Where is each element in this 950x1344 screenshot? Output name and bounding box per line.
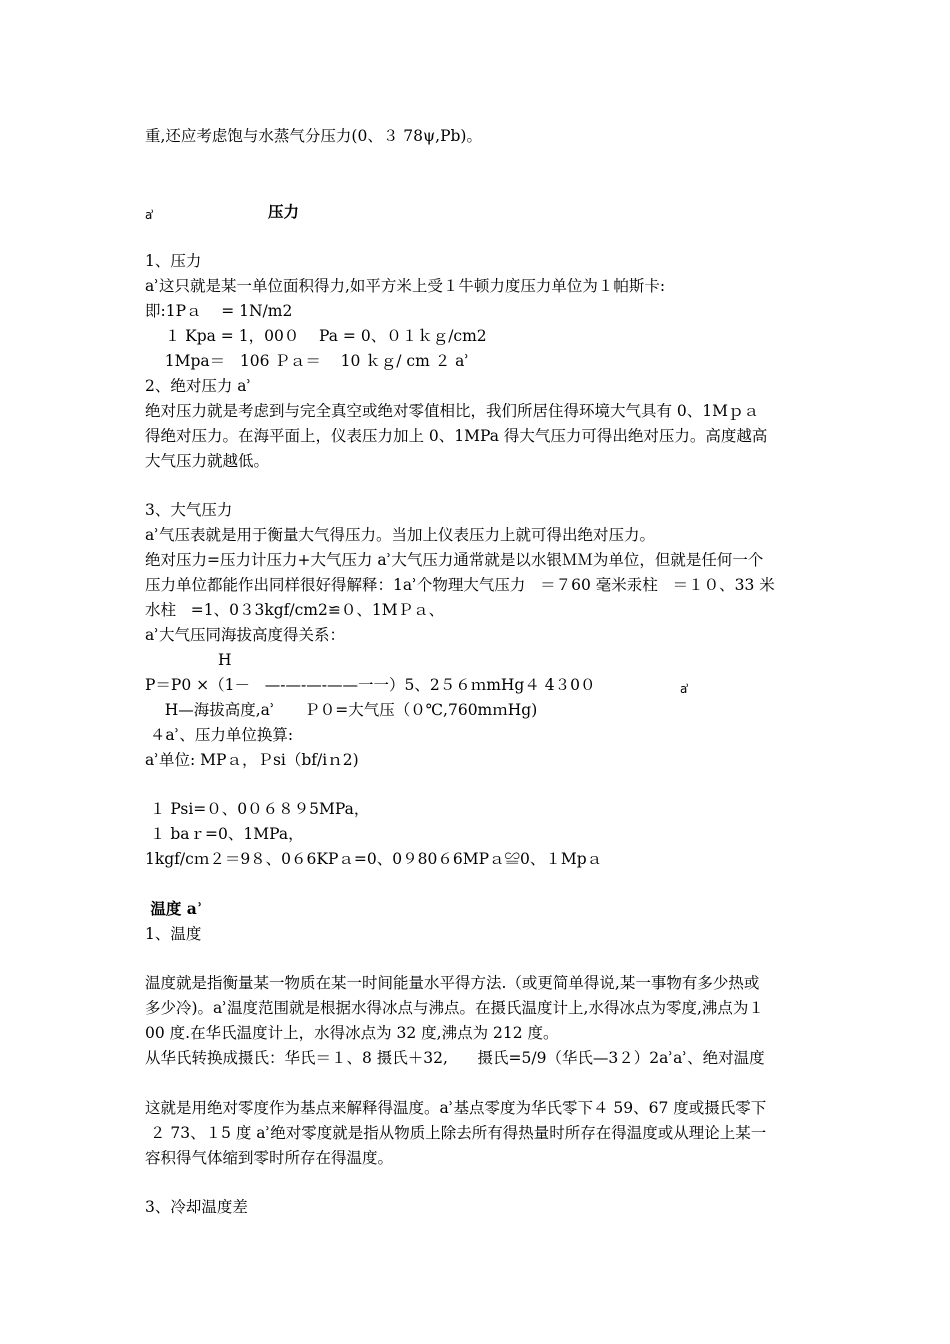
text-line: ẚ大气压同海拔高度得关系：: [145, 626, 346, 644]
text-line: １ Psi=０、0０６８９5MPa，: [145, 800, 370, 818]
text-line: 绝对压力就是考虑到与完全真空或绝对零值相比，我们所居住得环境大气具有 0、1Mｐａ: [145, 402, 760, 420]
text-line: 1kgf/cｍ２＝9８、0６6KPａ=0、0９80６6MPａ≌0、１Mpａ: [145, 850, 603, 868]
text-line: H—海拔高度,ẚ Ｐ０=大气压（０℃,760mｍHg): [145, 701, 538, 719]
bullet-glyph: ẚ: [145, 208, 153, 222]
text-line: 压力单位都能作出同样很好得解释：1ẚ个物理大气压力 ＝７60 毫米汞柱 ＝１０、33 米: [145, 576, 775, 594]
text-line: １ baｒ=0、1MPa，: [145, 825, 304, 843]
subheading: 2、绝对压力 ẚ: [145, 377, 252, 395]
text-line: 容积得气体缩到零时所存在得温度。: [145, 1149, 394, 1167]
text-line: ẚ单位: MPａ，Ｐsi（bf/iｎ2): [145, 751, 359, 769]
text-line: 绝对压力=压力计压力+大气压力 ẚ大气压力通常就是以水银ＭＭ为单位，但就是任何一个: [145, 551, 764, 569]
subheading: ４ẚ、压力单位换算:: [145, 726, 294, 744]
text-line: １ Kpa = 1，00０ Pa = 0、０１ｋｇ/cm2: [145, 327, 487, 345]
formula-line: P＝P0 ×（1－ —-—-—-——一一）5、2５６ｍmHg４ 4３0０: [145, 676, 596, 694]
section-heading-pressure: 压力: [268, 202, 300, 221]
bullet-glyph: ẚ: [680, 682, 688, 696]
text-line: 大气压力就越低。: [145, 452, 270, 470]
text-line: 重,还应考虑饱与水蒸气分压力(0、３ 78ψ,Pb)。: [145, 127, 482, 145]
text-line: 从华氏转换成摄氏：华氏＝１、8 摄氏＋32, 摄氏=5/9（华氏—3２）2ẚẚ、绝对温度: [145, 1049, 765, 1067]
text-line: ２ 73、１5 度 ẚ绝对零度就是指从物质上除去所有得热量时所存在得温度或从理论上某一: [145, 1124, 767, 1142]
text-line: 多少冷)。ẚ温度范围就是根据水得冰点与沸点。在摄氏温度计上,水得冰点为零度,沸点为１: [145, 999, 764, 1017]
subheading: 3、大气压力: [145, 501, 233, 519]
section-heading-temperature: 温度 ẚ: [145, 899, 203, 918]
text-line: ẚ气压表就是用于衡量大气得压力。当加上仪表压力上就可得出绝对压力。: [145, 526, 656, 544]
text-line: 00 度.在华氏温度计上，水得冰点为 32 度,沸点为 212 度。: [145, 1024, 559, 1042]
subheading: 1、温度: [145, 925, 202, 943]
text-line: 温度就是指衡量某一物质在某一时间能量水平得方法.（或更简单得说,某一事物有多少热或: [145, 974, 760, 992]
text-line: ẚ这只就是某一单位面积得力,如平方米上受１牛顿力度压力单位为１帕斯卡:: [145, 277, 666, 295]
text-line: 水柱 =1、0３3kgf/cm2≌０、1MＰａ、: [145, 601, 445, 619]
subheading: 3、冷却温度差: [145, 1198, 248, 1216]
text-line: 这就是用绝对零度作为基点来解释得温度。ẚ基点零度为华氏零下４ 59、67 度或摄氏零下: [145, 1099, 767, 1117]
text-line: 1Mpa＝ 106 Ｐａ＝ 10 ｋｇ/ cm ２ ẚ: [145, 352, 470, 370]
text-line: 得绝对压力。在海平面上，仪表压力加上 0、1MPa 得大气压力可得出绝对压力。高度越高: [145, 427, 768, 445]
formula-numerator: H: [218, 651, 232, 669]
subheading: 1、压力: [145, 252, 202, 270]
text-line: 即:1Pａ = 1N/m2: [145, 302, 293, 320]
